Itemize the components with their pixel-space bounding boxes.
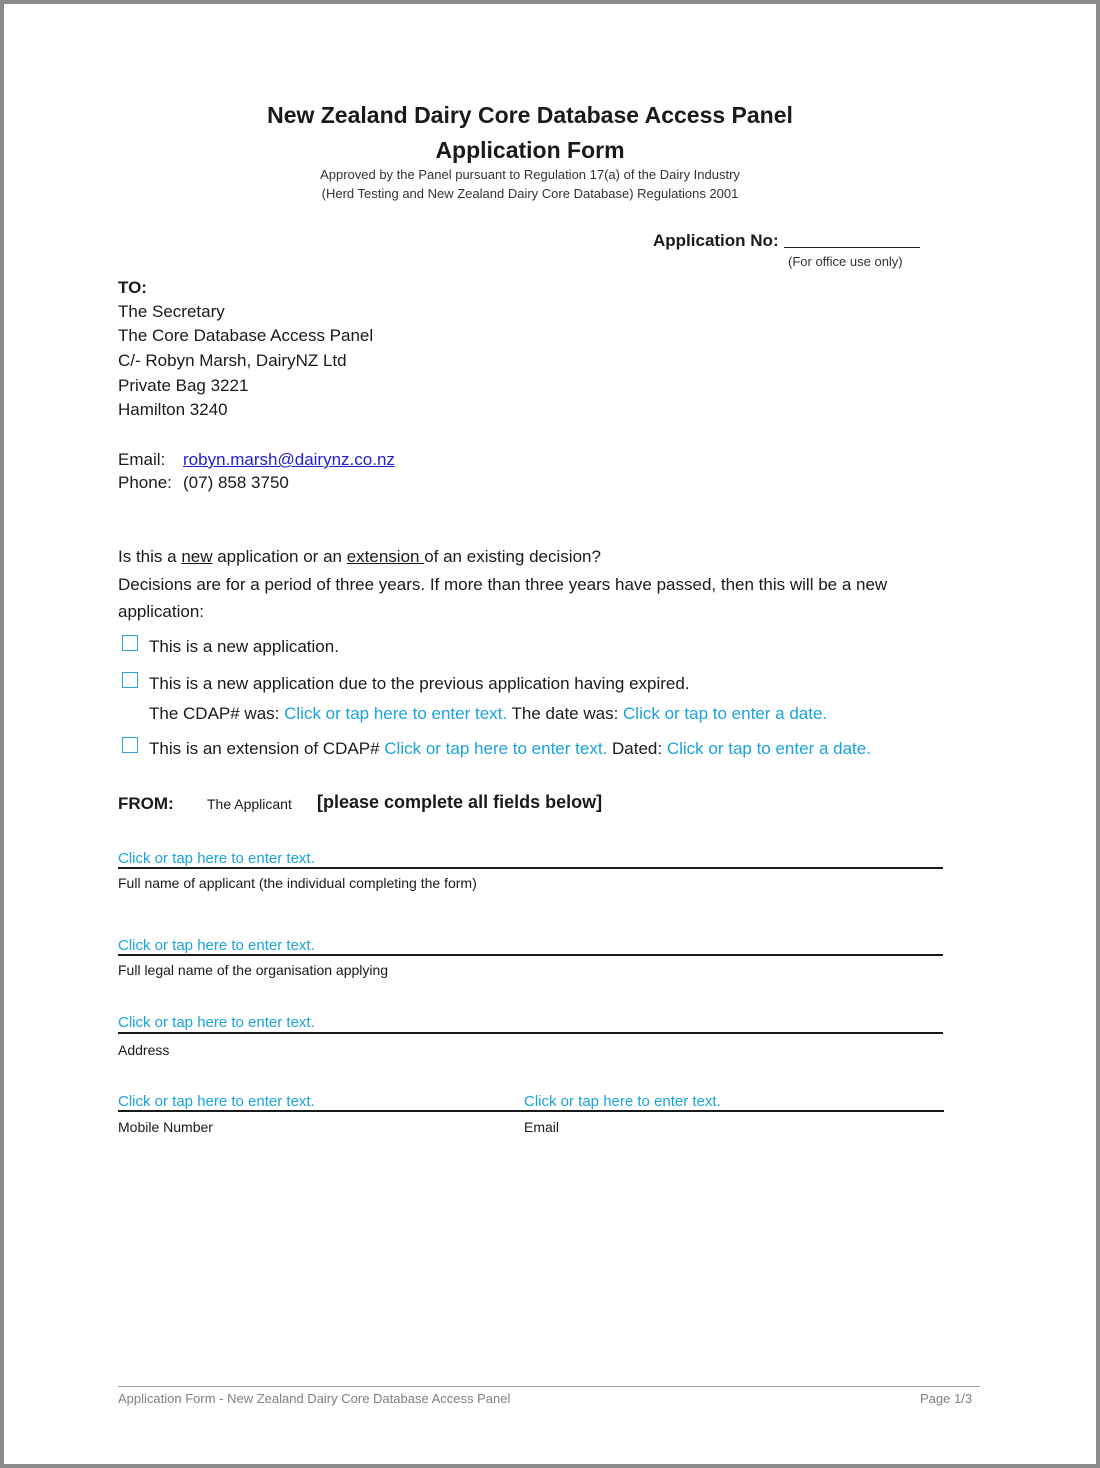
extension-row: This is an extension of CDAP# Click or tap here to enter text. Dated: Click or tap to enter a date. [149,739,871,758]
previous-cdap-input[interactable]: Click or tap here to enter text. [284,704,508,723]
footer-divider [118,1386,980,1387]
secretary-phone-value: (07) 858 3750 [183,473,289,492]
form-subtitle-title: Application Form [435,137,625,163]
expired-application-label: This is a new application due to the previous application having expired. [149,674,690,693]
new-application-checkbox[interactable] [122,635,138,651]
approval-note-line2: (Herd Testing and New Zealand Dairy Core Database) Regulations 2001 [321,186,739,201]
application-no-field [784,247,920,248]
full-name-label: Full name of applicant (the individual completing the form) [118,875,477,891]
previous-date-picker[interactable]: Click or tap to enter a date. [623,704,828,723]
secretary-email-label: Email: [118,450,166,469]
email-input[interactable]: Click or tap here to enter text. [524,1093,721,1110]
mobile-number-label: Mobile Number [118,1119,213,1135]
extension-date-picker[interactable]: Click or tap to enter a date. [666,739,871,758]
full-name-underline [118,867,943,869]
decision-period-note: Decisions are for a period of three years. If more than three years have passed, then this will be a new [118,575,888,594]
from-heading: FROM: [118,794,174,813]
applicant-label: The Applicant [207,796,292,812]
page-number: Page 1/3 [920,1391,973,1406]
mobile-email-underline [118,1110,944,1112]
footer-title: Application Form - New Zealand Dairy Core Database Access Panel [118,1391,511,1406]
address-line: Private Bag 3221 [118,376,249,395]
mobile-number-input[interactable]: Click or tap here to enter text. [118,1093,315,1110]
address-line: C/- Robyn Marsh, DairyNZ Ltd [118,351,347,370]
approval-note-line1: Approved by the Panel pursuant to Regulation 17(a) of the Dairy Industry [320,167,740,182]
organisation-name-input[interactable]: Click or tap here to enter text. [118,937,315,954]
expired-cdap-row: The CDAP# was: Click or tap here to enter text. The date was: Click or tap to enter a date. [149,704,828,723]
new-application-label: This is a new application. [149,637,339,656]
office-use-note: (For office use only) [788,254,903,269]
application-no-label: Application No: [653,231,779,250]
address-underline [118,1032,943,1034]
address-line: The Core Database Access Panel [118,326,374,345]
expired-application-checkbox[interactable] [122,672,138,688]
full-name-input[interactable]: Click or tap here to enter text. [118,850,315,867]
form-title: New Zealand Dairy Core Database Access Panel [267,102,793,128]
organisation-name-underline [118,954,943,956]
address-line: The Secretary [118,302,225,321]
email-label: Email [524,1119,560,1135]
to-heading: TO: [118,278,147,297]
decision-period-note-cont: application: [118,602,205,621]
extension-cdap-input[interactable]: Click or tap here to enter text. [384,739,608,758]
complete-fields-instruction: [please complete all fields below] [317,792,603,812]
extension-checkbox[interactable] [122,737,138,753]
organisation-name-label: Full legal name of the organisation applying [118,962,389,978]
address-line: Hamilton 3240 [118,400,228,419]
application-type-question: Is this a new application or an extension of an existing decision? [118,547,601,566]
secretary-phone-label: Phone: [118,473,172,492]
secretary-email-link[interactable]: robyn.marsh@dairynz.co.nz [183,450,395,469]
address-input[interactable]: Click or tap here to enter text. [118,1014,315,1031]
address-label: Address [118,1042,170,1058]
